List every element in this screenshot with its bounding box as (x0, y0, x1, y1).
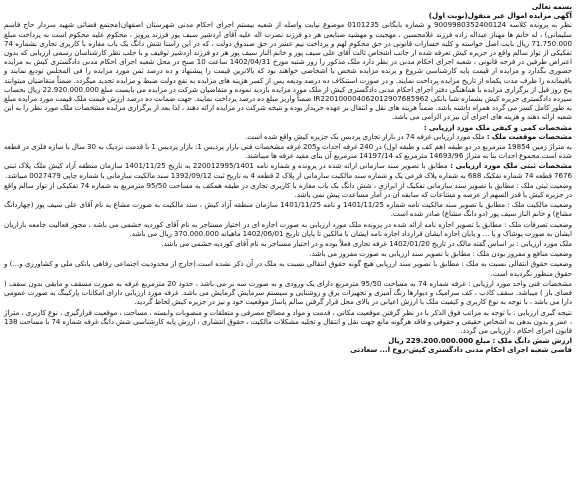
registry-title: مشخصات ثبتی ملک مورد ارزیابی : (450, 161, 572, 171)
inventory-paragraph: وضعیت منافع و مفروز بودن ملک : مطابق با تصویر سند ارزیابی به صورت مفروز می باشد. (309, 249, 572, 259)
current-paragraph: مشخصات فنی واحد مورد ارزیابی : غرفه شماره 74 به مساحت 95/50 مترمربع دارای یک ورودی و به صورت سه بر می باشد ، حدود 20 مترمربع غرفه به صورت مسقف و مابقی بدون سقف ( فضای باز ) میباشد. سقف کاذب ، کف سرامیک و دیوارها رنگ آمیزی و تجهیزات برق و روشنایی و سیستم سرمایش گرمایش می باشد. غرفه مورد ارزیابی دارای امکانات پارکینگ به صورت عمومی دارا می باشد ، با توجه به نوع کاربری و کیفیت ملک با ارزش اعیانی در بالای محل قرار گرفتن سالم پاساژ موقعیت خود و نیز در جزیره کیش لحاظ گردید. (4, 278, 572, 307)
lease-paragraph: ملک مورد ارزیابی : بر اساس گفته مالک در تاریخ 1402/01/20 غرفه تجاری فعلاً بوده و در اختیار مستاجر به نام آقای کوردیه خشمی می باشد. (161, 239, 572, 249)
location-paragraph (4, 132, 572, 141)
summary-title: مشخصات کمی و کیفی ملک مورد ارزیابی : (423, 122, 572, 132)
registry-paragraph (4, 161, 572, 179)
bismillah-heading: بسمه تعالی (531, 2, 572, 11)
rights-paragraph: وضعیت حقوق انتقالی نسبت به ملک : مطابق با تصویر سند ارزیابی هیچ گونه حقوق انتقالی نسبت به ملک در آن ذکر نشده است.(خارج از محدودیت اجتماعی رفاهی بانکی ملی و کشاورزی و...) و حقوق منظور نگردیده است. (4, 259, 572, 278)
ownership-paragraph: وضعیت مالکیت ملک : مطابق با تصویر سند مالکیت نامه شماره 1401/11/25 و نامه 1401/11/25 سازمان منطقه آزاد کیش ، سند مالکیت به صورت مشاع به نام آقای علی سیف پور (چهاردانگ مشاع) و خانم الناز سیف پور (دو دانگ مشاع) صادر شده است. (4, 200, 573, 219)
documentary-paragraph: وضعیت ثبتی ملک : مطابق با تصویر سند سازمانی تفکیک از ابرازی ، شش دانگ یک باب مغازه با کاربری تجاری در طبقه همکف به مساحت 95/50 مترمربع به شماره 74 تفکیکی از توار سالم واقع در جزیره کیش با قدر السهم از عرصه و مشاعات که سابقه آن در آمار مساعدت پیش نمی باشد. (4, 180, 573, 200)
judge-signature: قاضی شعبه اجرای احکام مدنی دادگستری کیش-روح ا... سعادتی (350, 345, 572, 355)
conclusion-paragraph: نتیجه گیری ارزیابی : با توجه به مراتب فوق الذکر با در نظر گرفتن موقعیت مکانی ، قدمت و مواد و مصالح مصرفی و متعلقات و منصوبات وابسته ، مساحت ، موقعیت قرارگیری ، نوع کاربری ، متراژ ، عمر و بدون بدهی به اشخاص حقیقی و حقوقی و فاقد هرگونه مانع جهت نقل و انتقال و تخلیه مشکلات مالکیت ، حقوق انتشاری ، ارزش پایه کارشناسی شش دانگ غرفه شماره 74 با مساحت 138 قانون اجرای احکام ، ارزیابی می گردد. (4, 307, 572, 335)
location-title: مشخصات موقعیت ملک : (486, 131, 572, 141)
location-text: ملک مورد ارزیابی غرفه 74 در بازار تجاری پردیس یک جزیره کیش واقع شده است. (244, 131, 485, 141)
registry-text: مطابق با تصویر سند سازمانی ارائه شده در پرونده و شماره نامه 220012995/1401 به تاریخ 1401/11/25 سازمان منطقه آزاد کیش ملک پلاک ثبتی 7676 قطعه 74 شماره تفکیک 688 به شماره پلاک فرعی یک و شماره سند مالکیت سازمانی از پلاک 2 قطعه 4 به تاریخ ثبت 1392/09/12 سند مالکیت سازمانی با شماره چاپی 0027479 میباشد. (4, 161, 572, 180)
value-line: ارزش شش دانگ ملک : مبلغ 229.200.000.000 ریال (388, 336, 572, 346)
intro-paragraph: نظر به پرونده کلاسه 9009980352400124 و شماره بایگانی 0101235 موضوع نیابت واصله از شعبه بیستم اجرای احکام مدنی شهرستان اصفهان(مجتمع قضائی شهید سردار حاج قاسم سلیمانی) ، له خانم ها مهناز عبداله زاده فرزند غلامحسین ، مهجبت و مهشید صنایعی هر دو فرزند نصرت اله علیه آقای اردشیر سیف پور فرزند پرویز ، محکوم علیه محکوم است به پرداخت مبلغ 71.750.000 ریال بابت اصل خواسته و کلیه خسارات قانونی در حق محکوم لهم و پرداخت نیم عشر در حق صندوق دولت ، که در این راستا شش دانگ یک باب مغازه با کاربری تجاری بشماره 74 تفکیکی از توار سالم واقع در جزیره کیش تعرفه شده از جانب اشخاص ثالث آقای علی سیف پور و خانم الناز سیف پور هر دو فرزند اردشیر توقیف و با جلب نظر کارشناسان رسمی ارزیابی که بدون اعتراض طرفین در فرجه قانونی ، شعبه اجرای احکام مدنی در نظر دارد ملک مذکور را روز شنبه مورخ 1402/04/31 ساعت 10 صبح در محل شعبه اجرای احکام مدنی دادگستری کیش به مزایده حضوری بگذارد و مزایده از قیمت پایه کارشناسی شروع و برنده مزایده شخص یا اشخاصی خواهند بود که بالاترین قیمت را پیشنهاد و ده درصد ثمن مورد مزایده را فی المجلس تودیع نمایند و باقیمانده را ظرف مدت یکماه از تاریخ مزایده پرداخت نمایند. و در صورت استنکاف ده درصد ودیعه پس از کسر هزینه های مزایده به نفع دولت ضبط و مزایده تجدید میگردد. ضمناً متقاضیان میتوانند پنج روز قبل از برگزاری مزایده با هماهنگی دفتر اجرای احکام مدنی دادگستری کیش از ملک مورد مزایده بازدید نموده و متقاضیان شرکت در مزایده می بایست مبلغ 22.920.000.000 ریال بحساب سپرده دادگستری جزیره کیش بشماره شبا بانکی IR220100004062012907685962 ضمناً واریز مبلغ ده درصد پرداخت نمایند. جهت ضمانت ده درصد ارزش قیمت ملک قیمت مورد مزایده مبلغ به طور کامل کسر می گردد همراه داشته باشد. ضمناً هزینه های نقل و انتقال بر عهده خریدار بوده و نتیجه شرکت در مزایده ارائه دهند ، لذا بعد از برگزاری مزایده مشخصات ملک مورد نظر را به این شعبه ارائه دهند و هزینه های اجرای آن نیز در الزامی می باشد. (4, 20, 573, 122)
area-paragraph: به متراژ زمین 19854 مترمربع در دو طبقه (هم کف و طبقه اول) در 240 غرفه احداث و205 غرفه مشخصات فنی بازار پردیس 1: بازار پردیس 1 با قدمت نزدیک به 30 سال با سازه فلزی در قطعه شده است.مجموع احداث بنا به متراژ 14693/96 مترمربع که 14197/14 مترمربع آن بنای مفید غرفه ها میباشند. (4, 142, 572, 161)
occupancy-paragraph: وضعیت تصرفات ملک : مطابق با تصویر اجاره نامه ارائه شده در پرونده ملک مورد ارزیابی به صورت اجاره ای در اختیار مستاجر به نام آقای کوردیه خشمی می باشد ، مجوز فعالیت جامعه بازاریان ایشان به صورت پوشاک و پا ... و پایان اجاره ایشان قرارداد اجاره نامه ایشان با مالکین تا پایان تاریخ 1402/06/01 ماهیانه 370.000.000 ریال می باشد. (4, 219, 572, 238)
notice-title: آگهی مزایده اموال غیر منقول(نوبت اول) (428, 11, 572, 21)
